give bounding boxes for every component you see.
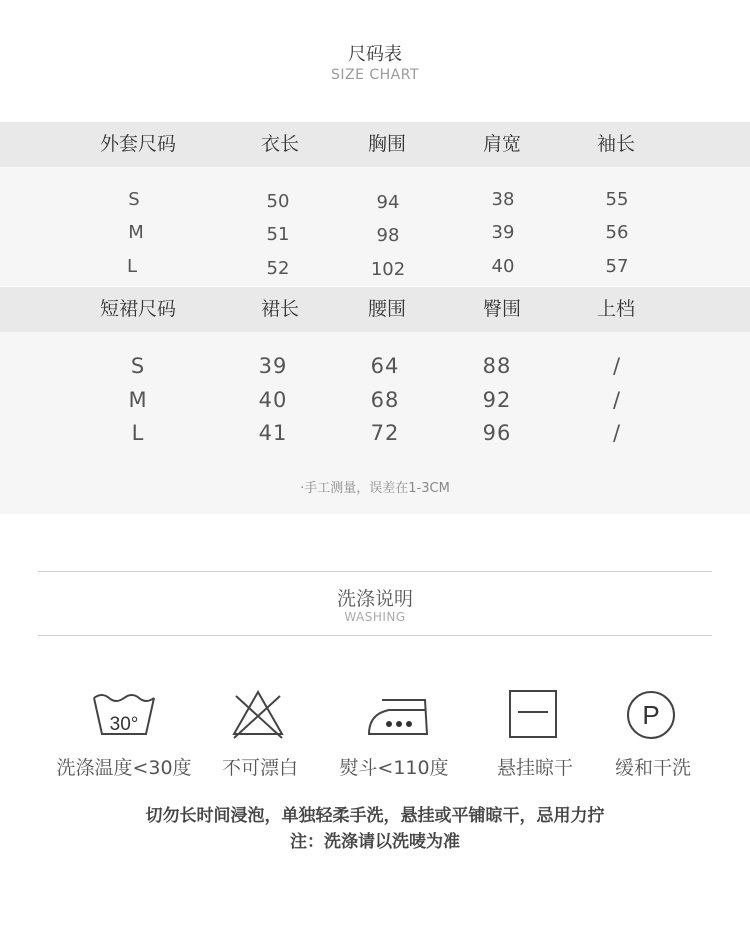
jacket-table-body	[0, 167, 750, 286]
divider-bottom	[38, 635, 712, 636]
dry-clean-p-icon	[591, 688, 711, 740]
table-cell: 102	[370, 259, 406, 280]
skirt-header-length: 裙长	[260, 298, 299, 320]
divider-top	[38, 571, 712, 572]
skirt-table-header	[0, 287, 750, 332]
svg-text:30°: 30°	[109, 714, 139, 735]
table-cell: 51	[266, 224, 290, 245]
table-cell: L	[131, 421, 145, 445]
skirt-header-rise: 上档	[596, 298, 635, 320]
skirt-header-hip: 臀围	[482, 298, 521, 320]
measurement-note: ·手工测量，误差在1-3CM	[300, 481, 450, 496]
table-cell: L	[126, 256, 138, 277]
table-cell: 56	[605, 222, 629, 243]
jacket-header-size: 外套尺码	[99, 133, 176, 155]
wash-tub-30-icon	[64, 688, 184, 740]
table-cell: 96	[482, 421, 512, 445]
care-note: 注：洗涤请以洗唛为准	[290, 832, 460, 852]
size-chart-subtitle: SIZE CHART	[330, 67, 420, 83]
skirt-header-size: 短裙尺码	[99, 298, 176, 320]
hang-dry-icon	[473, 688, 593, 740]
table-cell: 38	[491, 189, 515, 210]
jacket-header-sleeve: 袖长	[596, 133, 635, 155]
table-cell: 39	[258, 354, 288, 378]
table-cell: /	[612, 354, 622, 378]
no-bleach-label: 不可漂白	[221, 757, 298, 779]
care-instructions: 切勿长时间浸泡，单独轻柔手洗，悬挂或平铺晾干，忌用力拧	[145, 806, 605, 826]
size-chart-title: 尺码表	[348, 44, 402, 65]
jacket-header-shoulder: 肩宽	[482, 133, 521, 155]
table-cell: S	[130, 354, 146, 378]
hang-dry-label: 悬挂晾干	[496, 757, 573, 779]
table-cell: /	[612, 421, 622, 445]
table-cell: 39	[491, 222, 515, 243]
washing-subtitle: WASHING	[344, 610, 406, 624]
wash-temp-label: 洗涤温度<30度	[56, 757, 192, 779]
washing-title: 洗涤说明	[336, 588, 413, 610]
jacket-header-length: 衣长	[260, 133, 299, 155]
table-cell: 41	[258, 421, 288, 445]
table-cell: M	[128, 388, 148, 412]
dry-clean-label: 缓和干洗	[614, 757, 691, 779]
table-cell: /	[612, 388, 622, 412]
table-cell: 72	[370, 421, 400, 445]
table-cell: 55	[605, 189, 629, 210]
iron-label: 熨斗<110度	[339, 757, 449, 779]
iron-icon	[337, 688, 457, 740]
svg-text:P: P	[642, 700, 660, 730]
table-cell: 92	[482, 388, 512, 412]
table-cell: 40	[491, 256, 515, 277]
table-cell: 68	[370, 388, 400, 412]
table-cell: 50	[266, 191, 290, 212]
table-cell: 40	[258, 388, 288, 412]
no-bleach-icon	[198, 688, 318, 740]
table-cell: 64	[370, 354, 400, 378]
jacket-table-header	[0, 122, 750, 167]
table-cell: M	[128, 222, 144, 243]
jacket-header-chest: 胸围	[367, 133, 406, 155]
table-cell: 88	[482, 354, 512, 378]
skirt-header-waist: 腰围	[367, 298, 406, 320]
table-cell: 98	[376, 225, 400, 246]
table-cell: 94	[376, 192, 400, 213]
table-cell: S	[128, 189, 140, 210]
table-cell: 57	[605, 256, 629, 277]
table-cell: 52	[266, 258, 290, 279]
